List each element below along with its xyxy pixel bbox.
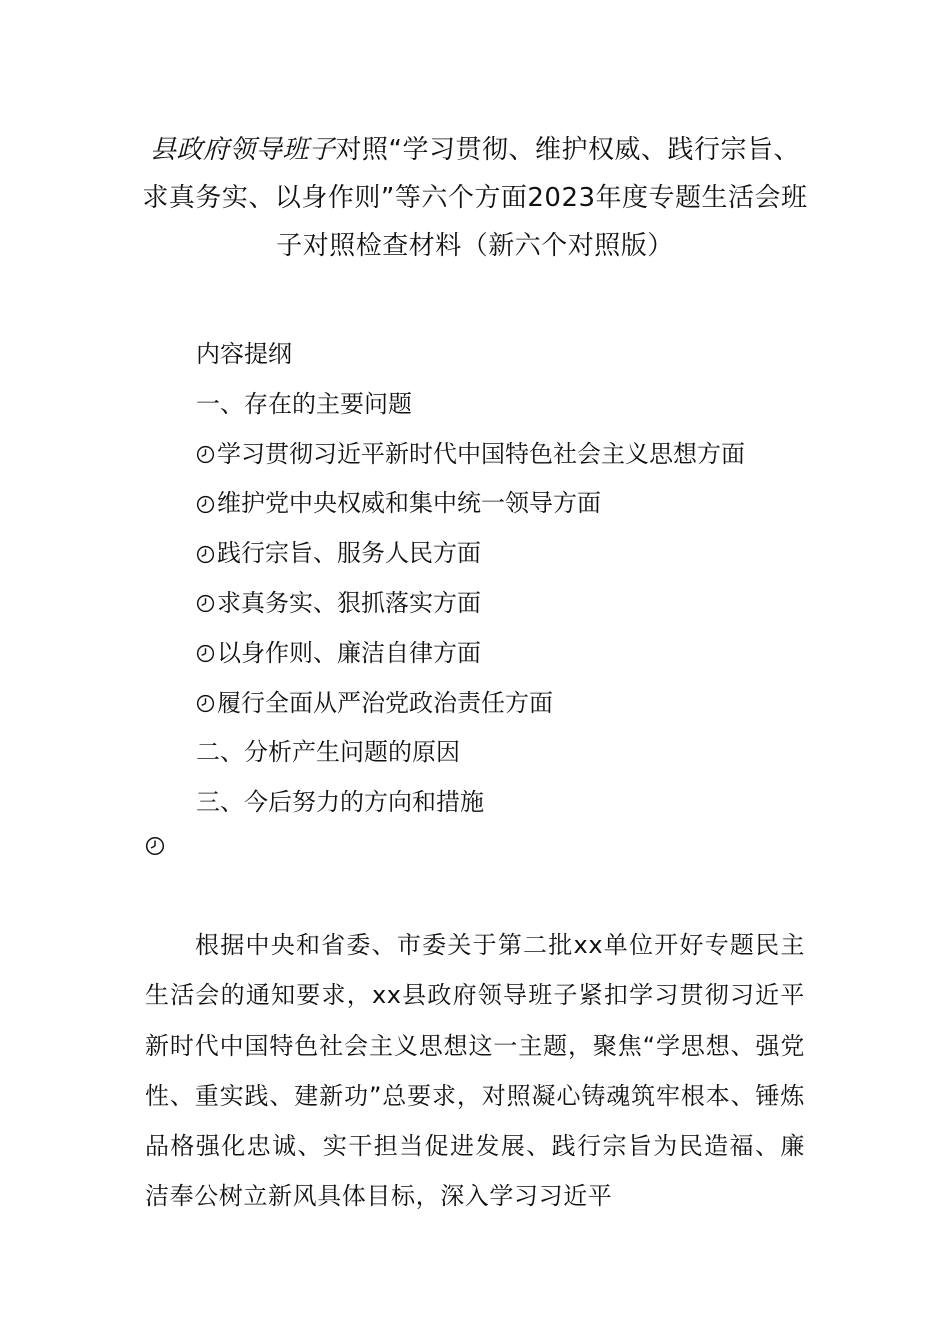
clock-icon: [196, 594, 215, 613]
title-line-3: 子对照检查材料（新六个对照版）: [276, 231, 674, 261]
clock-icon: [145, 836, 165, 856]
outline-heading: 内容提纲: [196, 340, 292, 368]
outline-sub-item-label: 履行全面从严治党政治责任方面: [217, 688, 553, 717]
clock-icon: [196, 495, 215, 514]
clock-icon: [196, 694, 215, 713]
title-line-1: [140, 126, 810, 174]
title-line-1-rest: 对照“学习贯彻、维护权威、践行宗旨、: [335, 135, 800, 165]
outline-sub-item: [196, 679, 836, 729]
outline-sub-item: [196, 479, 836, 529]
clock-icon: [196, 545, 215, 564]
clock-icon: [196, 445, 215, 464]
outline-sub-item: [196, 579, 836, 629]
title-line-2: 求真务实、以身作则”等六个方面2023年度专题生活会班: [142, 183, 808, 213]
content-outline: [196, 330, 836, 828]
outline-sub-item: [196, 529, 836, 579]
title-italic-part: 县政府领导班子: [150, 135, 336, 165]
outline-sub-item-label: 求真务实、狠抓落实方面: [217, 588, 481, 617]
body-paragraph: 根据中央和省委、市委关于第二批xx单位开好专题民主生活会的通知要求，xx县政府领导班子紧扣学习贯彻习近平新时代中国特色社会主义思想这一主题，聚焦“学思想、强党性、重实践、建新功”总要求，对照凝心铸魂筑牢根本、锤炼品格强化忠诚、实干担当促进发展、践行宗旨为民造福、廉洁奉公树立新风具体目标，深入学习习近平: [145, 931, 805, 1211]
outline-sub-item-label: 践行宗旨、服务人民方面: [217, 539, 481, 568]
outline-section-1: 一、存在的主要问题: [196, 389, 412, 418]
outline-sub-item-label: 以身作则、廉洁自律方面: [217, 638, 481, 667]
outline-section-2: 二、分析产生问题的原因: [196, 738, 460, 767]
outline-sub-item: [196, 430, 836, 480]
outline-section-3: 三、今后努力的方向和措施: [196, 788, 484, 817]
outline-sub-item: [196, 629, 836, 679]
outline-sub-item-label: 学习贯彻习近平新时代中国特色社会主义思想方面: [217, 439, 745, 468]
document-title: [140, 126, 810, 270]
outline-sub-item-label: 维护党中央权威和集中统一领导方面: [217, 489, 601, 518]
clock-icon: [196, 644, 215, 663]
